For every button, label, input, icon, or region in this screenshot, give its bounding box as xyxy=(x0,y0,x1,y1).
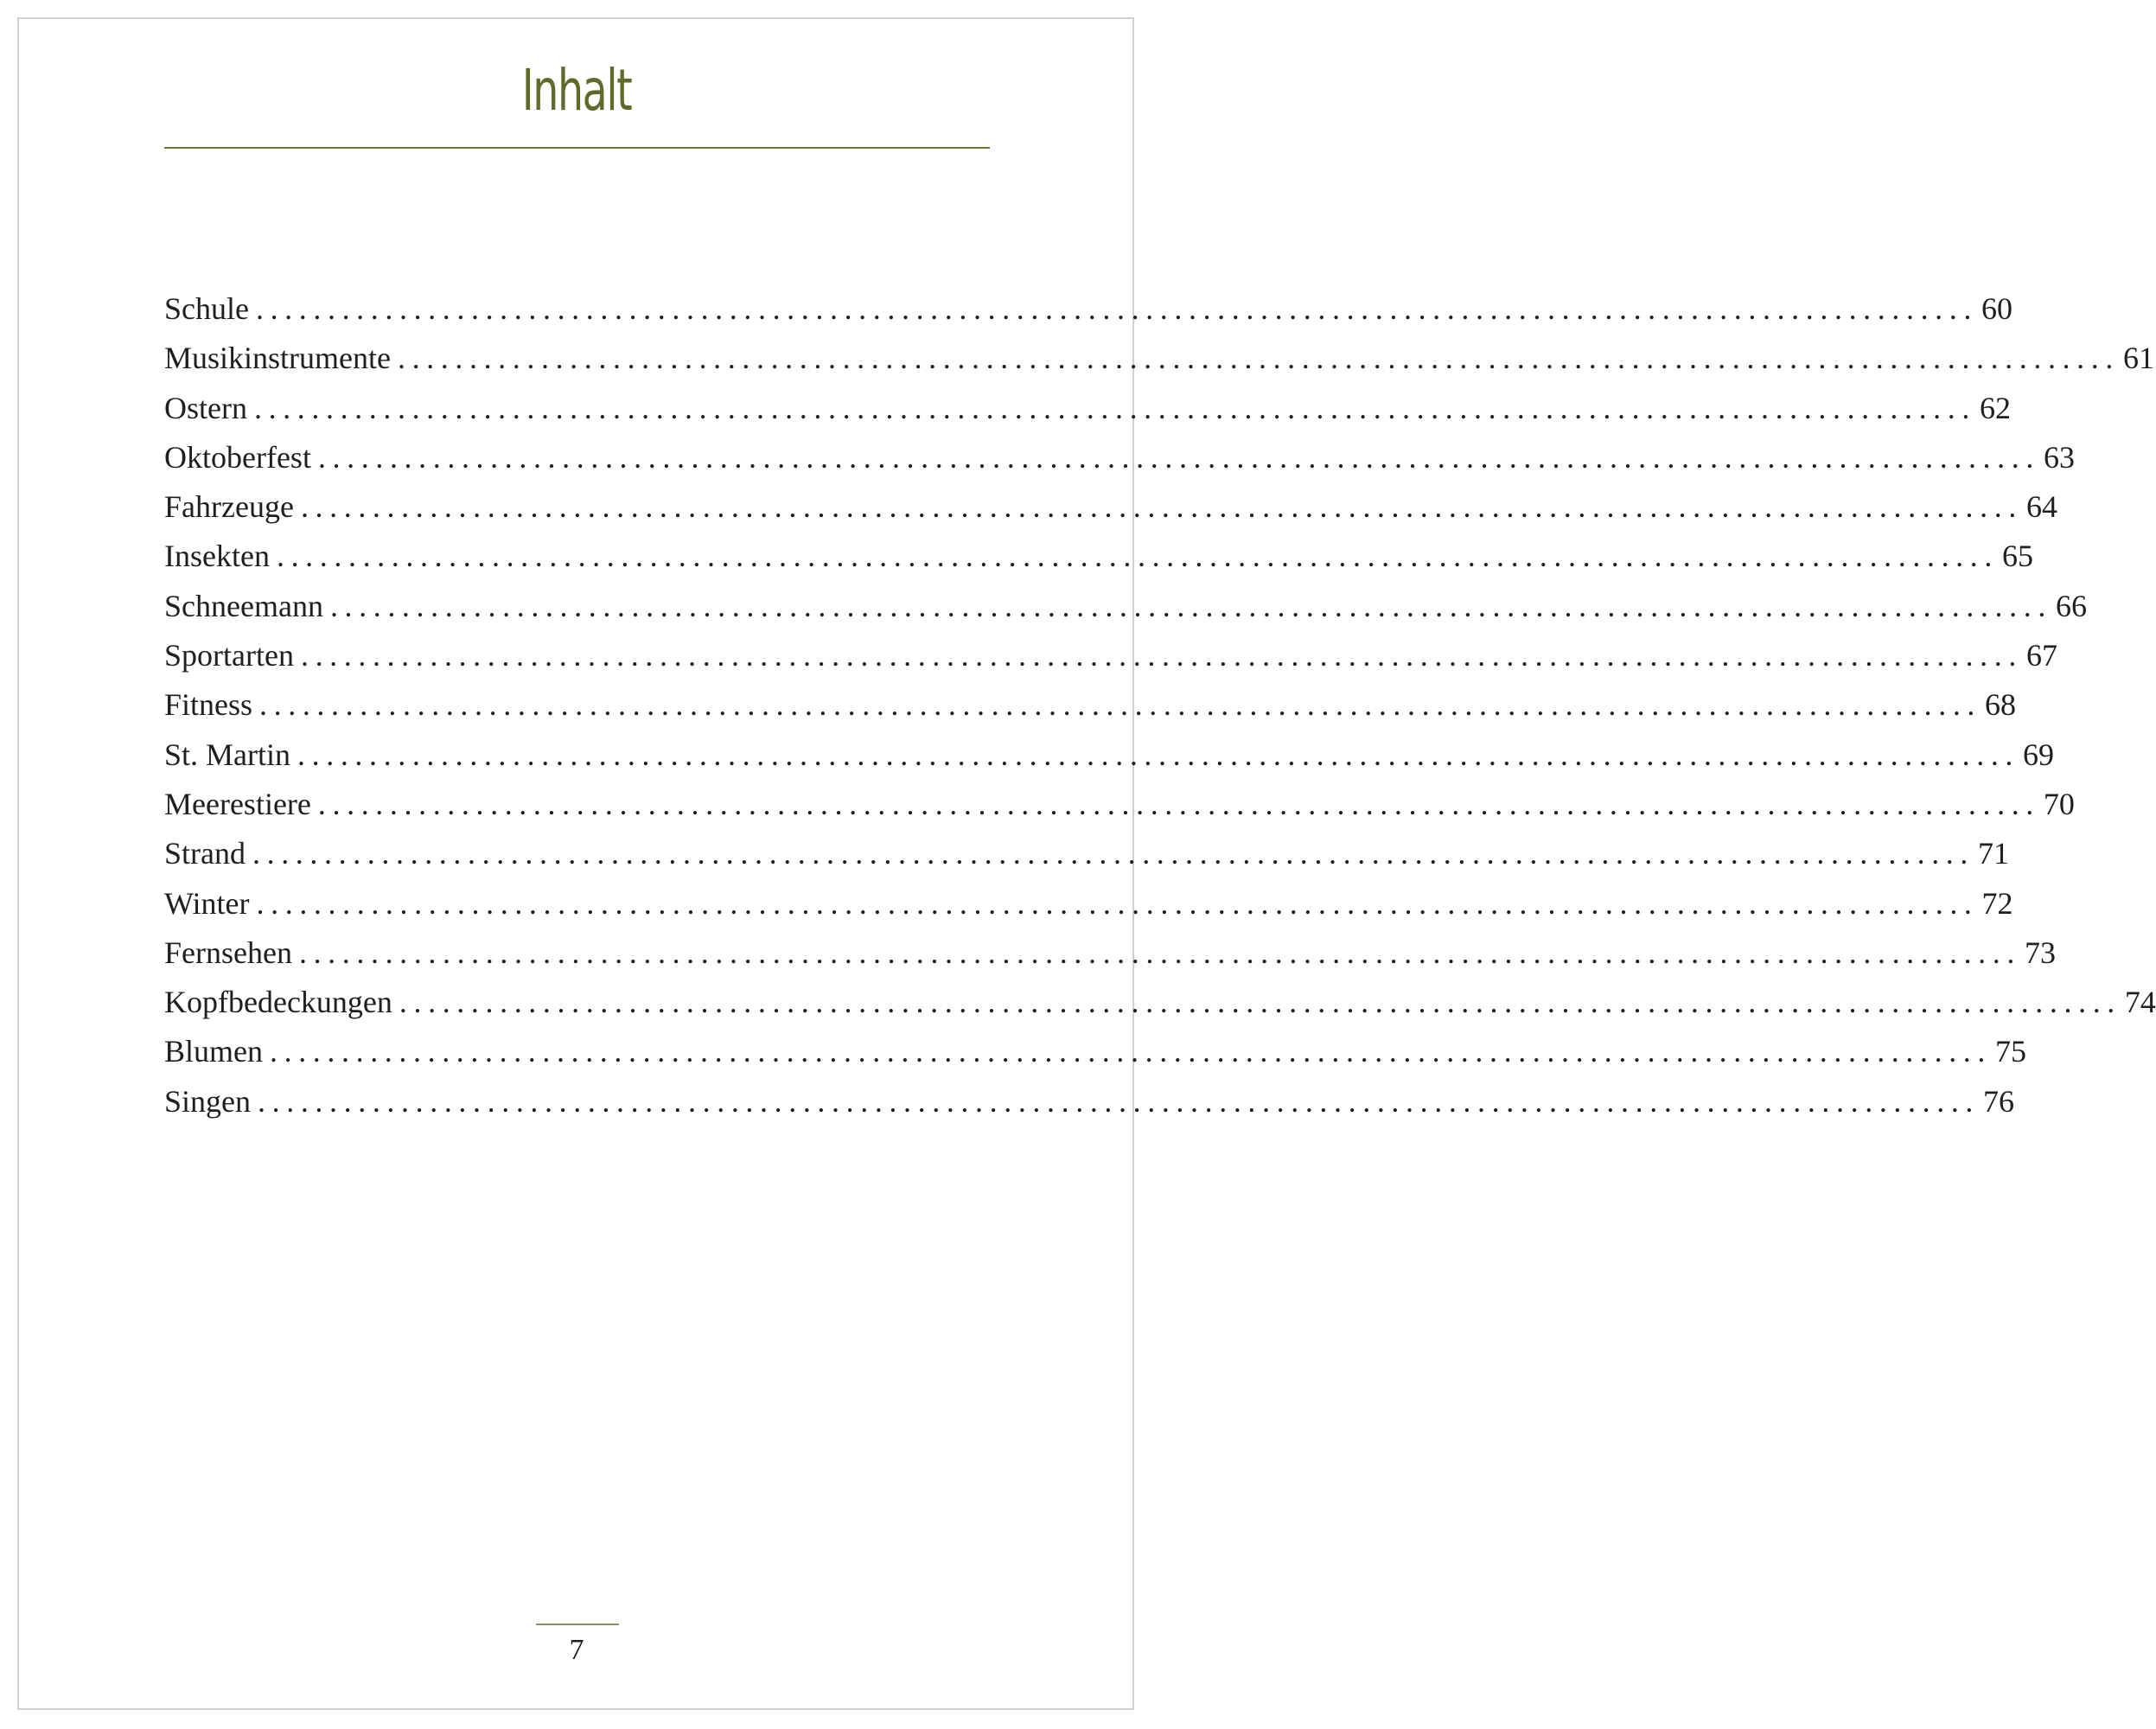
toc-entry-page: 61 xyxy=(2122,341,2154,376)
toc-entry-label: St. Martin xyxy=(164,737,291,772)
toc-leader-dots: ........................................................................................................................ xyxy=(270,1034,1992,1069)
toc-entry[interactable] xyxy=(164,390,2011,439)
toc-entry[interactable] xyxy=(164,290,2012,340)
toc-entry-page: 63 xyxy=(2043,439,2075,475)
toc-entry-page: 73 xyxy=(2024,935,2056,970)
toc-entry-label: Fahrzeuge xyxy=(164,489,294,525)
toc-entry-label: Schneemann xyxy=(164,588,323,623)
toc-entry-page: 64 xyxy=(2025,489,2057,525)
toc-entry-label: Oktoberfest xyxy=(164,439,311,475)
toc-entry[interactable] xyxy=(164,538,2033,587)
toc-entry-label: Meerestiere xyxy=(164,786,311,821)
toc-leader-dots: ........................................................................................................................ xyxy=(258,1083,1981,1119)
toc-entry-page: 67 xyxy=(2025,638,2057,673)
toc-entry[interactable] xyxy=(164,686,2017,736)
toc-leader-dots: ........................................................................................................................ xyxy=(317,439,2040,475)
toc-entry[interactable] xyxy=(164,488,2057,538)
toc-entry-page: 60 xyxy=(1981,291,2012,326)
toc-leader-dots: ........................................................................................................................ xyxy=(253,390,1976,425)
footer-divider xyxy=(536,1624,619,1625)
toc-entry[interactable] xyxy=(164,588,2087,637)
toc-entry-page: 66 xyxy=(2055,588,2087,623)
toc-entry-label: Insekten xyxy=(164,539,270,574)
toc-entry-page: 62 xyxy=(1979,390,2011,425)
toc-entry-page: 68 xyxy=(1985,687,2017,723)
toc-leader-dots: ........................................................................................................................ xyxy=(300,638,2023,673)
toc-entry-label: Singen xyxy=(164,1083,252,1119)
toc-leader-dots: ........................................................................................................................ xyxy=(255,291,1978,326)
toc-entry-label: Sportarten xyxy=(164,638,294,673)
toc-leader-dots: ........................................................................................................................ xyxy=(276,539,1999,574)
title-divider xyxy=(164,147,990,149)
toc-entry[interactable] xyxy=(164,1083,2015,1132)
toc-entry-label: Winter xyxy=(164,885,250,921)
toc-leader-dots: ........................................................................................................................ xyxy=(329,588,2052,623)
toc-leader-dots: ........................................................................................................................ xyxy=(397,341,2120,376)
toc-entry-page: 75 xyxy=(1995,1034,2026,1069)
toc-entry-label: Schule xyxy=(164,291,249,326)
toc-entry[interactable] xyxy=(164,340,2154,389)
toc-entry-label: Fernsehen xyxy=(164,935,292,970)
toc-entry-label: Fitness xyxy=(164,687,253,723)
toc-leader-dots: ........................................................................................................................ xyxy=(256,885,1979,921)
toc-entry-page: 71 xyxy=(1978,836,2009,871)
toc-entry[interactable] xyxy=(164,1033,2026,1082)
toc-entry[interactable] xyxy=(164,786,2075,835)
toc-entry-label: Blumen xyxy=(164,1034,263,1069)
toc-entry[interactable] xyxy=(164,835,2009,884)
toc-entry-label: Ostern xyxy=(164,390,247,425)
toc-entry[interactable] xyxy=(164,984,2156,1033)
toc-entry[interactable] xyxy=(164,885,2013,935)
toc-entry-page: 65 xyxy=(2001,539,2033,574)
page-title: Inhalt xyxy=(521,57,632,124)
toc-entry-label: Musikinstrumente xyxy=(164,341,391,376)
toc-leader-dots: ........................................................................................................................ xyxy=(317,786,2040,821)
toc-leader-dots: ........................................................................................................................ xyxy=(252,836,1974,871)
toc-entry[interactable] xyxy=(164,637,2057,686)
toc-leader-dots: ........................................................................................................................ xyxy=(297,737,2020,772)
toc-entry-label: Kopfbedeckungen xyxy=(164,985,392,1020)
toc-entry-page: 76 xyxy=(1983,1083,2015,1119)
page-number: 7 xyxy=(569,1634,584,1666)
toc-entry-page: 69 xyxy=(2023,737,2055,772)
toc-leader-dots: ........................................................................................................................ xyxy=(300,489,2023,525)
toc-entry-page: 72 xyxy=(1981,885,2013,921)
toc-entry[interactable] xyxy=(164,737,2055,786)
toc-leader-dots: ........................................................................................................................ xyxy=(259,687,1982,723)
toc-leader-dots: ........................................................................................................................ xyxy=(399,985,2121,1020)
toc-entry-page: 70 xyxy=(2043,786,2075,821)
toc-entry-label: Strand xyxy=(164,836,246,871)
toc-leader-dots: ........................................................................................................................ xyxy=(298,935,2021,970)
toc-entry[interactable] xyxy=(164,439,2075,488)
toc-entry-page: 74 xyxy=(2124,985,2156,1020)
table-of-contents xyxy=(164,290,2156,1132)
toc-entry[interactable] xyxy=(164,935,2056,984)
